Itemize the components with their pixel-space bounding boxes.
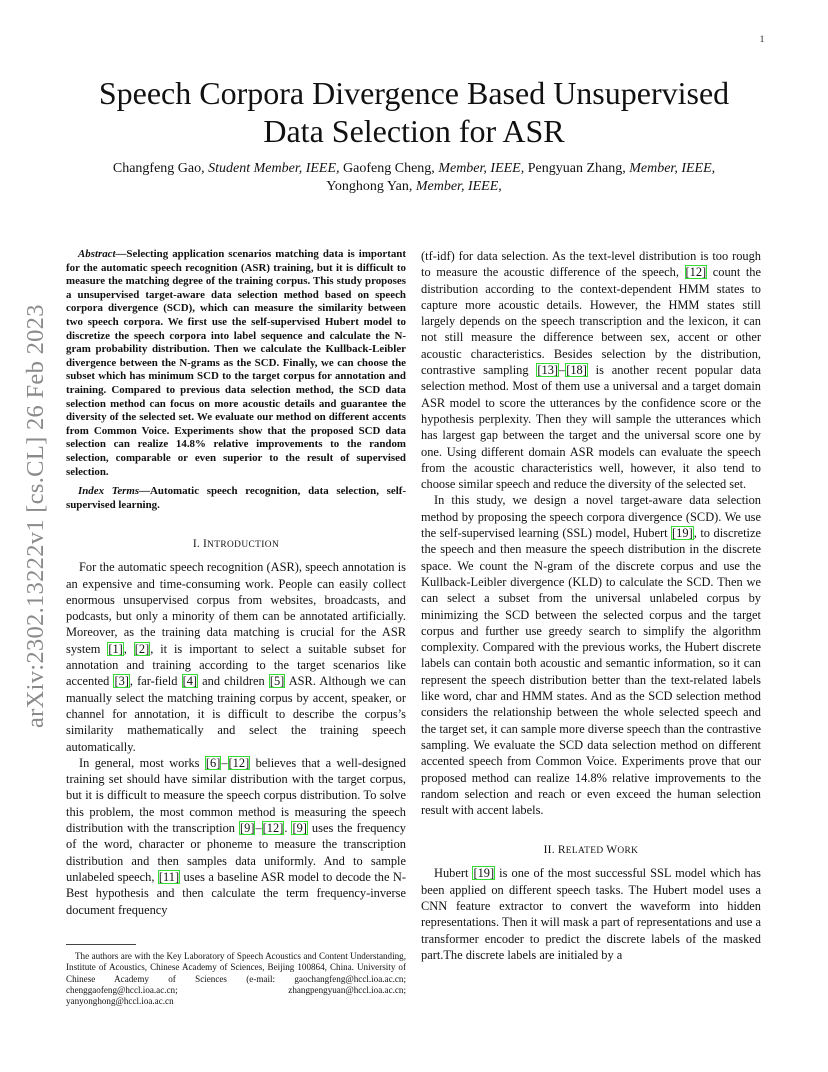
right-column	[421, 248, 761, 963]
citation-link[interactable]: [19]	[473, 866, 495, 881]
left-column	[66, 248, 406, 918]
intro-paragraph-4: In this study, we design a novel target-aware data selection method by proposing the speech corpora divergence (SCD). We use the self-supervised learning (SSL) model, Hubert [19], to discretize the speech and then measure the speech distribution in the discrete space. We count the N-gram of the discrete corpus and use the Kullback-Leibler divergence (KLD) to calculate the SCD. Then we can select a subset from the universal unlabeled corpus by minimizing the SCD between the selected corpus and the target corpus and further use greedy search to simplify the algorithm complexity. Compared with the previous works, the Hubert discrete labels can contain both acoustic and semantic information, so it can represent the speech distribution better than the text-related labels like word, char and HMM states. And as the SCD selection method considers the relationship between the whole selected speech and the target set, it can sample more diverse speech than the contrastive sampling. We evaluate the SCD data selection method on different accented speech from Common Voice. Experiments prove that our proposed method can realize 14.8% relative improvements to the random selection and reach or even exceed the human selection result with accent labels.	[421, 493, 761, 818]
abstract-lead: Abstract	[78, 248, 116, 260]
citation-link[interactable]: [2]	[134, 641, 150, 656]
citation-link[interactable]: [19]	[672, 526, 693, 541]
abstract-body: —Selecting application scenarios matching data is important for the automatic speech recognition (ASR) training, but it is difficult to measure the matching degree of the training corpus. This study proposes a unsupervised target-aware data selection method based on speech corpora divergence (SCD), which can measure the similarity between two speech corpora. We first use the self-supervised Hubert model to discretize the speech corpora into label sequence and calculate the N-gram probability distribution. Then we calculate the Kullback-Leibler divergence between the N-grams as the SCD. Finally, we can choose the subset which has minimum SCD to the target corpus for annotation and training. Compared to previous data selection method, the SCD data selection method can focus on more acoustic details and guarantee the diversity of the selected set. We evaluate our method on different accents from Common Voice. Experiments show that the proposed SCD data selection can realize 14.8% relative improvements to the random selection, comparable or even superior to the result of supervised selection.	[66, 248, 406, 478]
citation-link[interactable]: [5]	[269, 674, 285, 689]
author-name: Changfeng Gao,	[112, 161, 205, 176]
author-name: Yonghong Yan,	[326, 179, 413, 194]
author-role: Student Member, IEEE,	[208, 161, 340, 176]
citation-link[interactable]: [11]	[158, 869, 180, 884]
title-line-2: Data Selection for ASR	[263, 113, 565, 149]
paper-title	[66, 74, 762, 150]
index-terms-lead: Index Terms	[78, 485, 140, 498]
intro-paragraph-2: In general, most works [6]–[12] believes that a well-designed training set should have similar distribution with the target corpus, but it is difficult to measure the speech corpus distribution. To solve this problem, the most common method is measuring the speech distribution with the transcription [9]–[12]. [9] uses the frequency of the word, character or phoneme to measure the transcription distribution and then samples data uniformly. And to sample unlabeled speech, [11] uses a baseline ASR model to decode the N-Best hypothesis and then calculate the term frequency-inverse document frequency	[66, 755, 407, 917]
author-role: Member, IEEE,	[438, 161, 525, 176]
citation-link[interactable]: [13]	[537, 363, 559, 378]
intro-paragraph-3: (tf-idf) for data selection. As the text-level distribution is too rough to measure the acoustic difference of the speech, [12] count the distribution according to the context-dependent HMM states to capture more acoustic details. However, the HMM states still largely depends on the speech transcription and the lexicon, it can not still measure the difference between sex, accent or other acoustic characteristics. Besides selection by the distribution, contrastive sampling [13]–[18] is another recent popular data selection method. Most of them use a universal and a target domain ASR model to score the utterances by the confidence score or the hypothesis perplexity. Then they will sample the utterances which has largest gap between the target and the universal score one by one. Using different domain ASR models can evaluate the speech from the acoustic characteristics well, however, it also tend to choose similar speech and reduce the diversity of the selected set.	[421, 249, 761, 492]
author-affiliation-footnote: The authors are with the Key Laboratory of Speech Acoustics and Content Understanding, Institute of Acoustics, Chinese Academy of Sciences, Beijing 100864, China. University of Chinese Academy of Sciences (e-mail: gaochangfeng@hccl.ioa.ac.cn; chenggaofeng@hccl.ioa.ac.cn; zhangpengyuan@hccl.ioa.ac.cn; yanyonghong@hccl.ioa.ac.cn	[66, 951, 406, 1007]
citation-link[interactable]: [12]	[262, 821, 284, 836]
section-heading-introduction: I. INTRODUCTION	[192, 538, 280, 551]
citation-link[interactable]: [1]	[108, 641, 123, 656]
abstract	[66, 248, 406, 479]
citation-link[interactable]: [12]	[228, 755, 250, 770]
related-work-paragraph-1: Hubert [19] is one of the most successful SSL model which has been applied on different speech tasks. The Hubert model uses a CNN feature extractor to convert the waveform into hidden representations. Then it will mask a part of representations and use a transformer encoder to predict the discrete labels of the masked part.The discrete labels are initialed by a	[421, 866, 761, 962]
citation-link[interactable]: [12]	[685, 265, 707, 280]
index-terms	[66, 485, 406, 512]
footnote-divider	[66, 944, 136, 945]
author-role: Member, IEEE,	[415, 179, 502, 194]
author-name: Gaofeng Cheng,	[343, 161, 435, 176]
citation-link[interactable]: [6]	[205, 755, 221, 770]
author-role: Member, IEEE,	[629, 161, 716, 176]
citation-link[interactable]: [9]	[292, 821, 307, 836]
index-terms-body: —Automatic speech recognition, data selection, self-supervised learning.	[66, 485, 406, 511]
citation-link[interactable]: [18]	[566, 363, 587, 378]
citation-link[interactable]: [9]	[240, 821, 255, 836]
citation-link[interactable]: [4]	[182, 674, 198, 689]
author-list	[66, 160, 762, 196]
citation-link[interactable]: [3]	[114, 674, 129, 689]
intro-paragraph-1: For the automatic speech recognition (ASR), speech annotation is an expensive and time-consuming work. People can easily collect enormous unsupervised corpus from websites, broadcasts, and podcasts, but only a minority of them can be annotated artificially. Moreover, as the training data matching is crucial for the ASR system [1], [2], it is important to select a suitable subset for annotation and training according to the target scenarios like accented [3], far-field [4] and children [5] ASR. Although we can manually select the matching training corpus by accent, speaker, or channel for annotation, it is difficult to describe the corpus’s similarity mathematically and select the training speech automatically.	[66, 560, 406, 754]
title-line-1: Speech Corpora Divergence Based Unsupervised	[98, 75, 730, 111]
page-number: 1	[759, 34, 765, 44]
section-heading-related-work: II. RELATED WORK	[543, 844, 639, 857]
author-name: Pengyuan Zhang,	[527, 161, 626, 176]
arxiv-identifier-stamp: arXiv:2302.13222v1 [cs.CL] 26 Feb 2023	[22, 304, 49, 728]
